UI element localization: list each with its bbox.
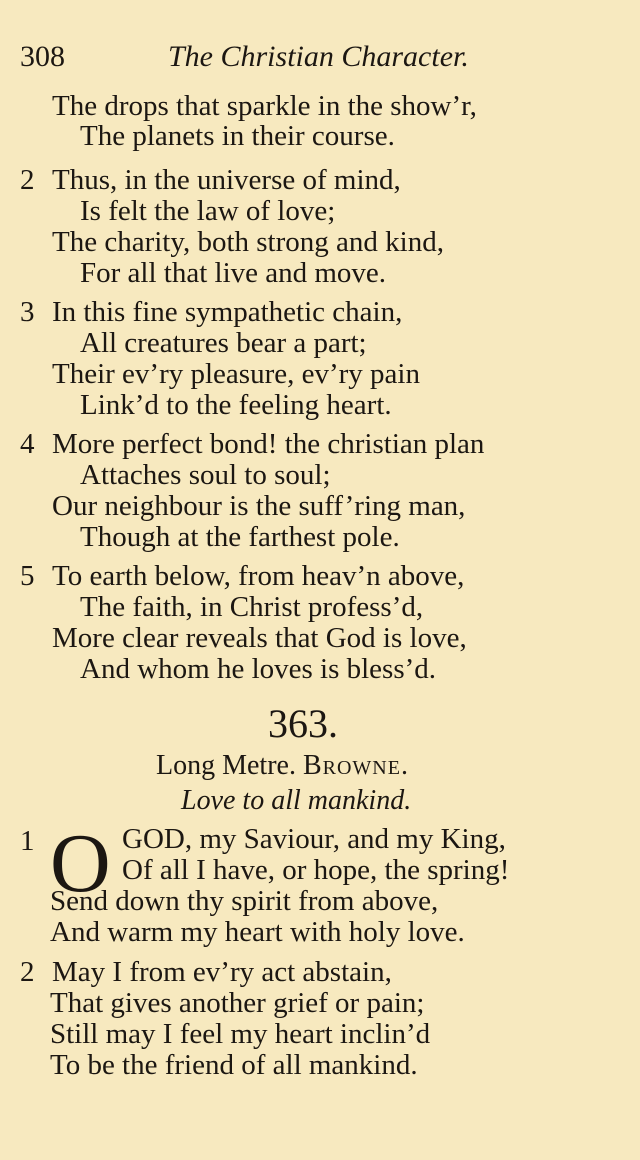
stanza-line: Link’d to the feeling heart. [80,389,392,421]
stanza-line: Is felt the law of love; [80,195,336,227]
running-title: The Christian Character. [168,40,469,73]
stanza-line: That gives another grief or pain; [50,987,425,1019]
stanza-line: Send down thy spirit from above, [50,885,439,917]
hymn-metre: Long Metre. [156,750,296,781]
page-header [20,40,480,80]
stanza-line: Our neighbour is the suff’ring man, [52,490,466,522]
hymn-number: 363. [268,701,338,746]
hymn-composer: Browne. [302,750,409,781]
stanza-number: 3 [20,296,35,328]
stanza-line: Their ev’ry pleasure, ev’ry pain [52,358,420,390]
stanza-line: In this fine sympathetic chain, [52,296,403,328]
stanza-line: The drops that sparkle in the show’r, [52,90,477,122]
stanza-number: 2 [20,164,35,196]
stanza-line: All creatures bear a part; [80,327,367,359]
stanza-line: The faith, in Christ profess’d, [80,591,424,623]
stanza-line: Though at the farthest pole. [80,521,400,553]
stanza-number: 2 [20,956,35,988]
hymn-metre-line [156,750,409,782]
stanza-line: GOD, my Saviour, and my King, [122,823,506,855]
stanza-line: Attaches soul to soul; [80,459,331,491]
stanza-number: 1 [20,825,35,857]
stanza-line: Still may I feel my heart inclin’d [50,1018,431,1050]
stanza-line: The planets in their course. [80,120,395,152]
stanza-line: More clear reveals that God is love, [52,622,467,654]
stanza-line: And whom he loves is bless’d. [80,653,437,685]
stanza-line: The charity, both strong and kind, [52,226,444,258]
stanza-line: Of all I have, or hope, the spring! [122,854,510,886]
stanza-line: More perfect bond! the christian plan [52,428,485,460]
stanza-line: And warm my heart with holy love. [50,916,465,948]
stanza-line: To be the friend of all mankind. [50,1049,418,1081]
stanza-number: 4 [20,428,35,460]
drop-cap: O [50,817,111,910]
stanza-line: Thus, in the universe of mind, [52,164,401,196]
hymn-subject: Love to all mankind. [181,785,412,816]
stanza-number: 5 [20,560,35,592]
stanza-line: May I from ev’ry act abstain, [52,956,392,988]
page-number: 308 [20,40,65,73]
stanza-line: For all that live and move. [80,257,387,289]
stanza-line: To earth below, from heav’n above, [52,560,465,592]
